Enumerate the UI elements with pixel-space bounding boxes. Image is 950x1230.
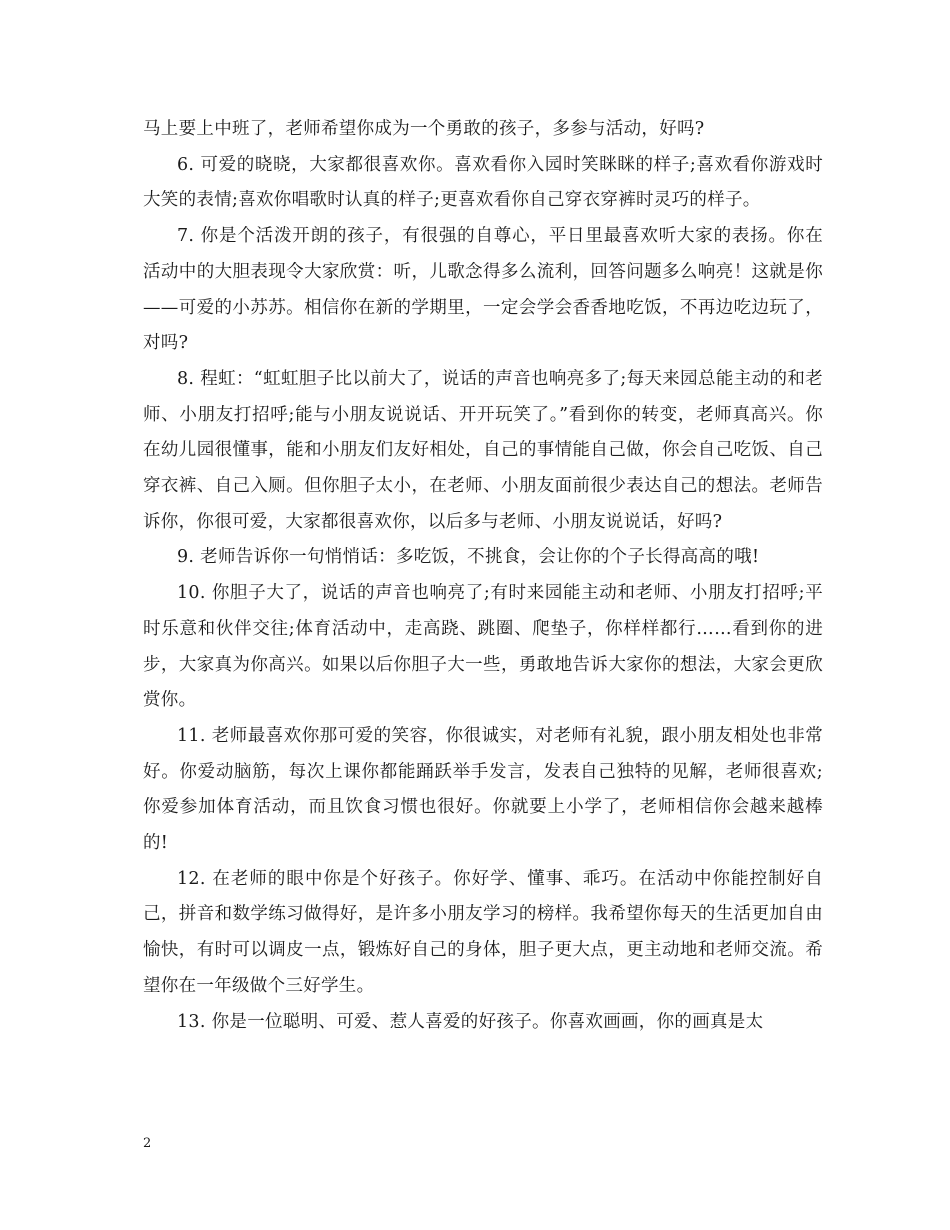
paragraph-9: 9. 老师告诉你一句悄悄话：多吃饭，不挑食，会让你的个子长得高高的哦! <box>177 547 760 568</box>
paragraph-12: 12. 在老师的眼中你是个好孩子。你好学、懂事、乖巧。在活动中你能控制好自己，拼音和数学练习做得好，是许多小朋友学习的榜样。我希望你每天的生活更加自由愉快，有时可以调皮一点，锻炼好自己的身体，胆子更大点，更主动地和老师交流。希望你在一年级做个三好学生。 <box>143 868 823 996</box>
paragraph-6: 6. 可爱的晓晓，大家都很喜欢你。喜欢看你入园时笑眯眯的样子;喜欢看你游戏时大笑的表情;喜欢你唱歌时认真的样子;更喜欢看你自己穿衣穿裤时灵巧的样子。 <box>143 154 823 211</box>
paragraph-13: 13. 你是一位聪明、可爱、惹人喜爱的好孩子。你喜欢画画，你的画真是太 <box>177 1011 764 1032</box>
paragraph-7: 7. 你是个活泼开朗的孩子，有很强的自尊心，平日里最喜欢听大家的表扬。你在活动中的大胆表现令大家欣赏：听，儿歌念得多么流利，回答问题多么响亮！这就是你——可爱的小苏苏。相信你在新的学期里，一定会学会香香地吃饭，不再边吃边玩了，对吗? <box>143 226 823 354</box>
paragraph-8: 8. 程虹：“虹虹胆子比以前大了，说话的声音也响亮多了;每天来园总能主动的和老师、小朋友打招呼;能与小朋友说说话、开开玩笑了。”看到你的转变，老师真高兴。你在幼儿园很懂事，能和小朋友们友好相处，自己的事情能自己做，你会自己吃饭、自己穿衣裤、自己入厕。但你胆子太小，在老师、小朋友面前很少表达自己的想法。老师告诉你，你很可爱，大家都很喜欢你，以后多与老师、小朋友说说话，好吗? <box>143 368 823 532</box>
page-number: 2 <box>143 1136 152 1151</box>
paragraph-continued: 马上要上中班了，老师希望你成为一个勇敢的孩子，多参与活动，好吗? <box>143 119 705 139</box>
document-body <box>143 112 823 1040</box>
paragraph-10: 10. 你胆子大了，说话的声音也响亮了;有时来园能主动和老师、小朋友打招呼;平时乐意和伙伴交往;体育活动中，走高跷、跳圈、爬垫子，你样样都行……看到你的进步，大家真为你高兴。如果以后你胆子大一些，勇敢地告诉大家你的想法，大家会更欣赏你。 <box>143 583 823 711</box>
paragraph-11: 11. 老师最喜欢你那可爱的笑容，你很诚实，对老师有礼貌，跟小朋友相处也非常好。你爱动脑筋，每次上课你都能踊跃举手发言，发表自己独特的见解，老师很喜欢;你爱参加体育活动，而且饮食习惯也很好。你就要上小学了，老师相信你会越来越棒的! <box>143 725 823 854</box>
